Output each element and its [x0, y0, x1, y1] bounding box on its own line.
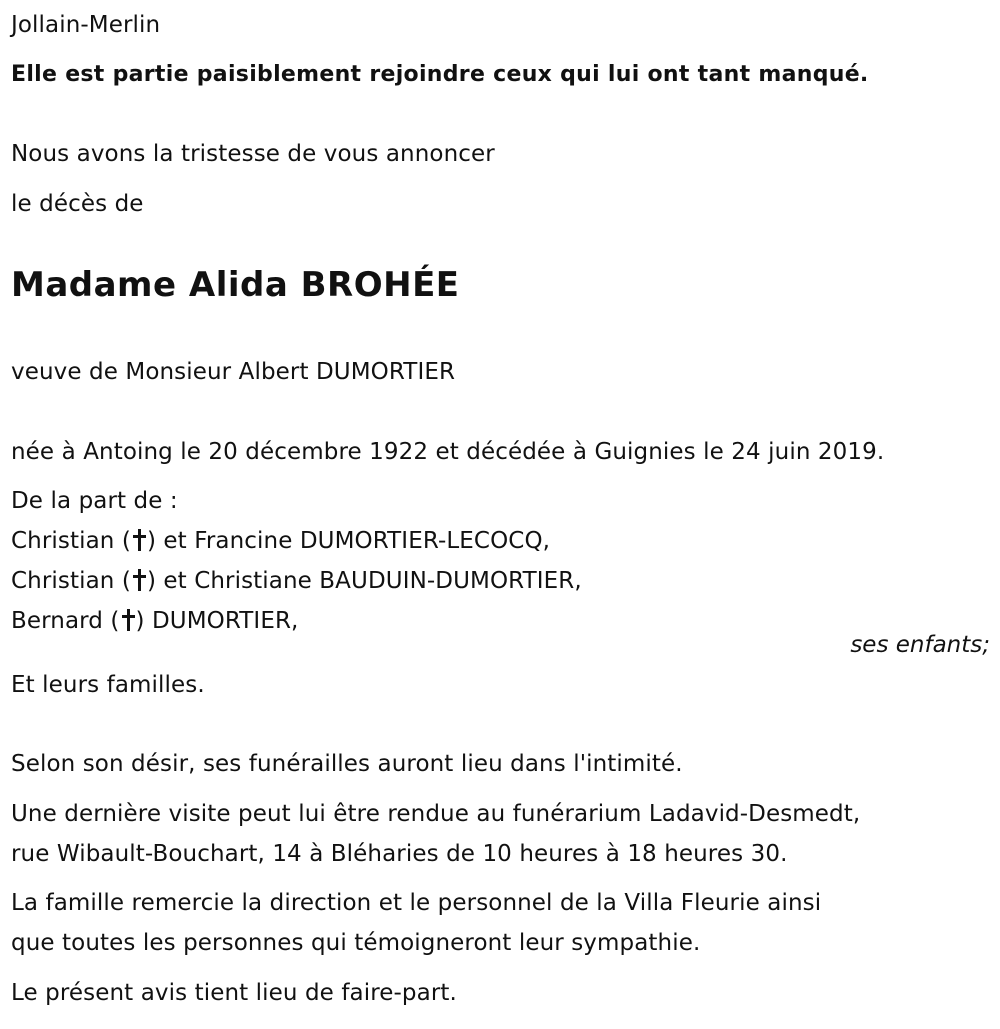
family-member-first: Bernard (: [11, 608, 120, 634]
family-member-rest: ) DUMORTIER,: [135, 608, 299, 634]
family-member-first: Christian (: [11, 528, 131, 554]
intro-line-2: le décès de: [11, 191, 144, 217]
relation-label: ses enfants;: [850, 632, 990, 658]
thanks-line-2: que toutes les personnes qui témoigneront leur sympathie.: [11, 930, 701, 956]
family-member-first: Christian (: [11, 568, 131, 594]
thanks-line-1: La famille remercie la direction et le personnel de la Villa Fleurie ainsi: [11, 890, 822, 916]
deceased-name: Madame Alida BROHÉE: [11, 265, 460, 305]
widow-of: veuve de Monsieur Albert DUMORTIER: [11, 359, 456, 385]
family-member: [11, 606, 298, 636]
other-families: Et leurs familles.: [11, 672, 205, 698]
family-heading: De la part de :: [11, 488, 178, 514]
family-member: [11, 526, 550, 556]
cross-icon: [133, 569, 145, 591]
tagline: Elle est partie paisiblement rejoindre ceux qui lui ont tant manqué.: [11, 62, 869, 87]
visit-info-line-2: rue Wibault-Bouchart, 14 à Bléharies de 10 heures à 18 heures 30.: [11, 841, 788, 867]
birth-death-dates: née à Antoing le 20 décembre 1922 et décédée à Guignies le 24 juin 2019.: [11, 439, 885, 465]
cross-icon: [133, 529, 145, 551]
family-member: [11, 566, 582, 596]
place-name: Jollain-Merlin: [11, 12, 161, 38]
family-member-rest: ) et Francine DUMORTIER-LECOCQ,: [146, 528, 551, 554]
family-member-rest: ) et Christiane BAUDUIN-DUMORTIER,: [146, 568, 582, 594]
notice-statement: Le présent avis tient lieu de faire-part.: [11, 980, 457, 1006]
intro-line-1: Nous avons la tristesse de vous annoncer: [11, 141, 495, 167]
funeral-info: Selon son désir, ses funérailles auront lieu dans l'intimité.: [11, 751, 683, 777]
visit-info-line-1: Une dernière visite peut lui être rendue au funérarium Ladavid-Desmedt,: [11, 801, 861, 827]
cross-icon: [122, 609, 134, 631]
